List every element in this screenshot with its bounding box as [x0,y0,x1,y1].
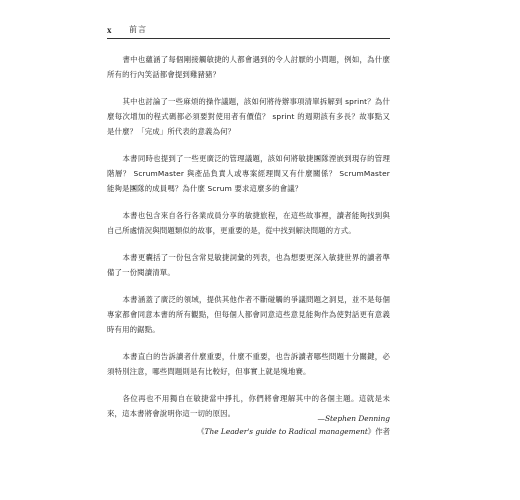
book-bracket-close: 》 [367,426,376,436]
paragraph: 本書直白的告訴讀者什麼重要，什麼不重要，也告訴讀者哪些問題十分關鍵，必須特別注意，哪些問題則是有比較好，但事實上就是塊地賽。 [107,352,390,377]
paragraph: 本書更囊括了一份包含常見敏捷詞彙的列表，也為想要更深入敏捷世界的讀者準備了一份閱讀清單。 [107,253,390,278]
paragraph: 各位再也不用獨自在敏捷當中掙扎，你們將會理解其中的各個主題。這就是未來，這本書將會說明你這一切的原因。 [107,393,390,419]
book-bracket-open: 《 [197,426,205,436]
signature-author: —Stephen Denning [317,414,390,423]
page-number: x [107,25,112,35]
paragraph: 本書同時也提到了一些更廣泛的管理議題，該如何將敏捷團隊湮嵌到現存的管理階層？ ScrumMaster 與產品負責人或專案經理間又有什麼關係？ ScrumMaster 能夠是團隊的成員嗎？為什麼 Scrum 要求這麼多的會議？ [107,154,390,194]
author-role: 作者 [375,426,390,436]
body-text [107,52,390,433]
signature-credit [197,426,390,439]
paragraph: 書中也蘊涵了每個剛接觸敏捷的人都會遇到的令人討厭的小問題，例如，為什麼所有的行內笑話都會提到雞豬豬？ [107,55,390,80]
signature-block [197,413,390,438]
book-title: The Leader's guide to Radical management [204,426,368,436]
paragraph: 其中也討論了一些麻煩的操作議題，該如何將待辦事項清單拆解到 sprint？為什麼每次增加的程式碼都必須要對使用者有價值？ sprint 的週期該有多長？故事點又是什麼？「完成」所代表的意義為何？ [107,96,390,137]
paragraph: 本書涵蓋了廣泛的領域，提供其他作者不斷碰觸的爭議問題之洞見，並不是每個專家都會同意本書的所有觀點，但每個人都會同意這些意見能夠作為使對話更有意義時有用的鋸點。 [107,294,390,335]
running-header [107,24,390,39]
paragraph: 本書也包含來自各行各業成員分享的敏捷旅程，在這些故事裡，讀者能夠找到與自己所處情況與問題類似的故事，更重要的是，從中找到解決問題的方式。 [107,211,390,236]
chapter-title: 前言 [129,25,147,34]
